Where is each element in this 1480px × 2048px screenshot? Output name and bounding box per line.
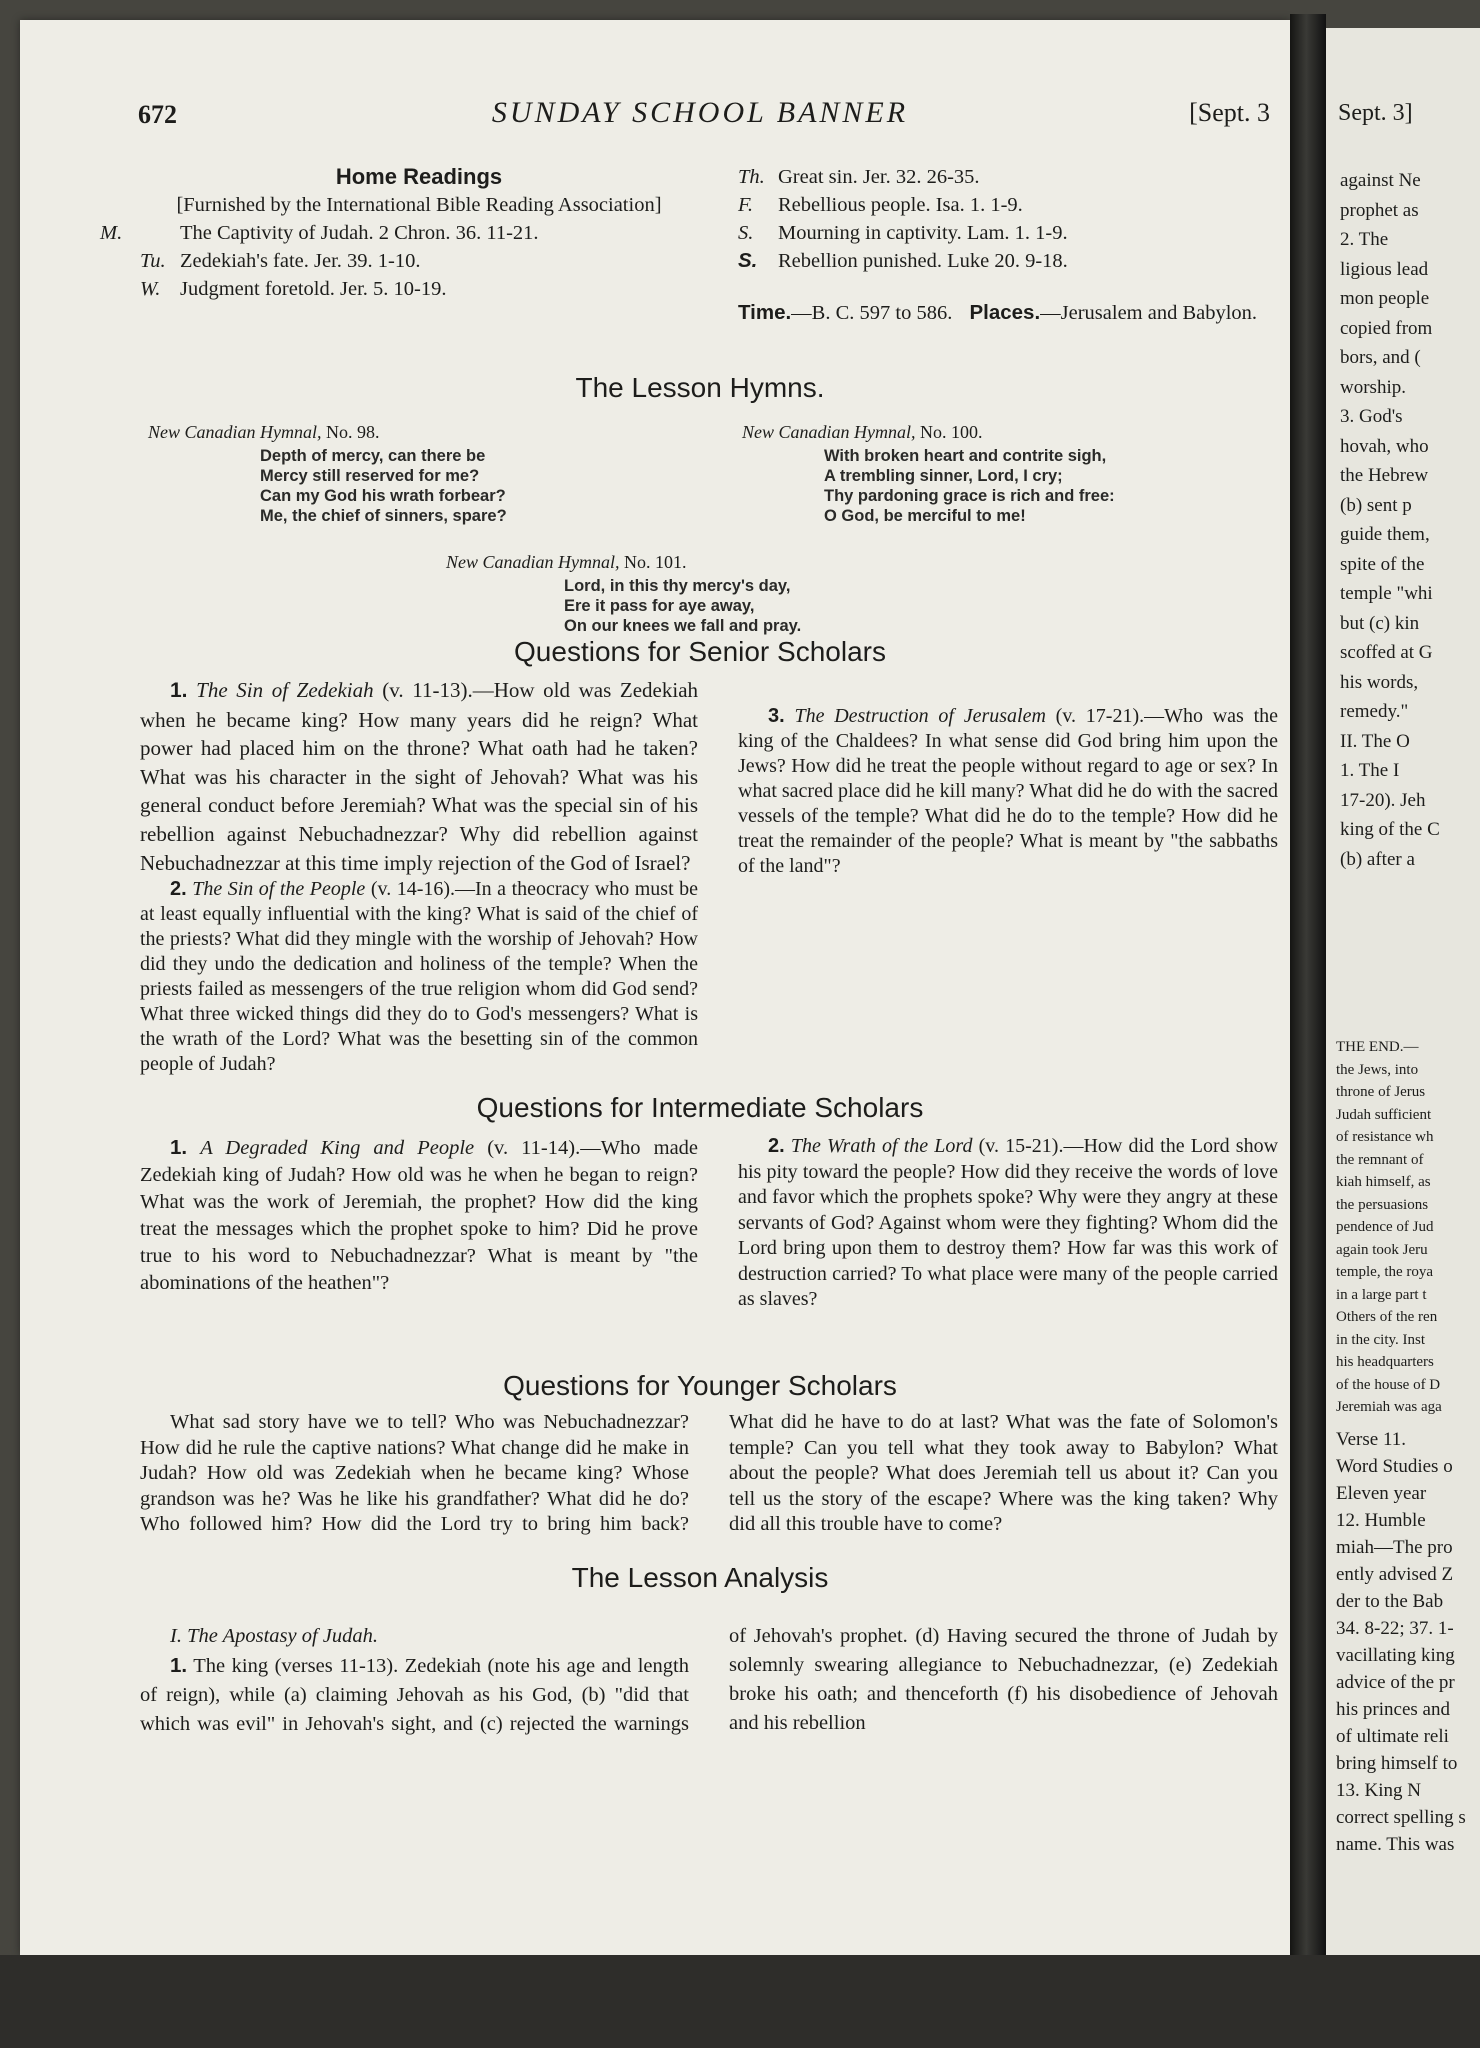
senior-right-column [738, 676, 1278, 879]
adjacent-line: miah—The pro [1336, 1537, 1453, 1558]
home-readings-title: Home Readings [335, 164, 503, 189]
book-gutter [1290, 14, 1326, 1964]
adjacent-line: vacillating king [1336, 1645, 1455, 1666]
younger-questions: What sad story have we to tell? Who was Nebuchadnezzar? How did he rule the captive nations? What change did he make in Judah? How old was Zedekiah when he became king? Whose grandson was he? Was he like his grandfather? What did he do? Who followed him? How did the Lord try to bring him back? What did he have to do at last? What was the fate of Solomon's temple? Can you tell what they took away to Babylon? What about the people? What does Jeremiah tell us about it? Can you tell us the story of the escape? Where was the king taken? Why did all this trouble have to come? [140, 1411, 1278, 1535]
adjacent-line: remedy." [1340, 701, 1409, 722]
adjacent-line: bring himself to [1336, 1753, 1458, 1774]
intermediate-section-1: 1. A Degraded King and People (v. 11-14).—Who made Zedekiah king of Judah? How old was he when he began to reign? What was the work of Jeremiah, the prophet? How did the king treat the messages which the prophet spoke to him? Did he prove true to his word to Nebuchadnezzar? What is meant by "the abominations of the heathen"? [140, 1136, 699, 1294]
adjacent-line: 17-20). Jeh [1340, 789, 1426, 811]
hymns-title: The Lesson Hymns. [575, 372, 825, 403]
adjacent-line: der to the Bab [1336, 1591, 1444, 1612]
adjacent-line: spite of the [1340, 553, 1425, 575]
intermediate-title: Questions for Intermediate Scholars [476, 1092, 924, 1123]
home-readings-credit: [Furnished by the International Bible Reading Association] [176, 194, 662, 216]
adjacent-line: temple, the roya [1336, 1264, 1434, 1280]
adjacent-line: Judah sufficient [1336, 1106, 1432, 1123]
adjacent-line: temple "whi [1340, 583, 1433, 604]
adjacent-column-top [1340, 166, 1440, 874]
senior-section-3: 3. The Destruction of Jerusalem (v. 17-21).—Who was the king of the Chaldees? In what sense did God bring him upon the Jews? How did he treat the people without regard to age or sex? In what sacred place did he kill many? What did he do with the sacred vessels of the temple? What did he do to the temple? How did he treat the remainder of the people? What is meant by "the sabbaths of the land"? [738, 705, 1279, 877]
adjacent-line: the Jews, into [1336, 1061, 1419, 1078]
adjacent-column-bottom [1336, 1426, 1466, 1858]
adjacent-line: Verse 11. [1336, 1429, 1406, 1450]
analysis-section-heading: I. The Apostasy of Judah. [170, 1625, 379, 1647]
adjacent-line: worship. [1340, 376, 1406, 398]
adjacent-line: THE END.— [1336, 1039, 1419, 1055]
adjacent-line: 12. Humble [1336, 1510, 1426, 1531]
adjacent-line: ently advised Z [1336, 1564, 1454, 1585]
adjacent-line: throne of Jerus [1336, 1084, 1426, 1100]
adjacent-line: scoffed at G [1340, 642, 1433, 663]
home-readings [100, 163, 698, 303]
adjacent-line: 2. The [1340, 229, 1389, 250]
senior-section-1: 1. The Sin of Zedekiah (v. 11-13).—How old was Zedekiah when he became king? How many years did he reign? What power had placed him on the throne? What oath had he taken? What was his character in the sight of Jehovah? What was his general conduct before Jeremiah? What was the special sin of his rebellion against Nebuchadnezzar? Why did rebellion against Nebuchadnezzar at this time imply rejection of the God of Israel? [140, 678, 699, 875]
adjacent-line: against Ne [1340, 170, 1421, 191]
adjacent-line: Others of the ren [1336, 1309, 1438, 1325]
adjacent-line: 34. 8-22; 37. 1- [1336, 1618, 1454, 1639]
adjacent-line: in the city. Inst [1336, 1331, 1426, 1348]
senior-left-column [140, 676, 698, 1077]
adjacent-line: pendence of Jud [1336, 1219, 1434, 1235]
adjacent-line: guide them, [1340, 524, 1430, 545]
adjacent-line: his princes and [1336, 1699, 1450, 1720]
adjacent-column-middle [1336, 1036, 1442, 1419]
page-header [110, 86, 1290, 132]
hymn-101: New Canadian Hymnal, No. 101. Lord, in this thy mercy's day, Ere it pass for aye away, On our knees we fall and pray. [446, 552, 802, 635]
reading-tuesday: Tu. Zedekiah's fate. Jer. 39. 1-10. [140, 250, 421, 272]
adjacent-line: the persuasions [1336, 1196, 1429, 1213]
adjacent-line: (b) sent p [1340, 494, 1412, 516]
adjacent-line: name. This was [1336, 1834, 1455, 1855]
adjacent-line: the Hebrew [1340, 465, 1429, 486]
adjacent-line: prophet as [1340, 199, 1419, 221]
adjacent-line: but (c) kin [1340, 612, 1420, 634]
adjacent-line: kiah himself, as [1336, 1174, 1431, 1190]
reading-thursday: Th. Great sin. Jer. 32. 26-35. [738, 166, 980, 188]
adjacent-line: copied from [1340, 317, 1433, 339]
senior-title: Questions for Senior Scholars [514, 636, 886, 667]
adjacent-line: ligious lead [1340, 258, 1429, 280]
adjacent-line: his headquarters [1336, 1354, 1434, 1370]
adjacent-line: 13. King N [1336, 1780, 1421, 1801]
adjacent-page [1326, 28, 1480, 1968]
adjacent-line: in a large part t [1336, 1286, 1427, 1303]
intermediate-right-column [738, 1134, 1278, 1313]
reading-sunday: S. Rebellion punished. Luke 20. 9-18. [738, 249, 1068, 272]
adjacent-line: 1. The I [1340, 760, 1400, 781]
reading-monday: M. The Captivity of Judah. 2 Chron. 36. 11-21. [100, 222, 539, 244]
running-title: SUNDAY SCHOOL BANNER [491, 96, 909, 129]
adjacent-line: Jeremiah was aga [1336, 1399, 1442, 1415]
adjacent-line: again took Jeru [1336, 1241, 1428, 1258]
adjacent-line: of ultimate reli [1336, 1726, 1449, 1747]
adjacent-line: advice of the pr [1336, 1672, 1455, 1693]
adjacent-line: his words, [1340, 671, 1419, 693]
scan-bottom-edge [0, 1955, 1480, 2048]
adjacent-line: II. The O [1340, 730, 1410, 752]
reading-wednesday: W. Judgment foretold. Jer. 5. 10-19. [140, 278, 447, 300]
adjacent-line: 3. God's [1340, 406, 1403, 427]
header-date: [Sept. 3 [1189, 98, 1270, 127]
adjacent-line: king of the C [1340, 819, 1440, 840]
adjacent-line: (b) after a [1340, 848, 1415, 870]
hymn-100: New Canadian Hymnal, No. 100. With broken heart and contrite sigh, A trembling sinner, Lord, I cry; Thy pardoning grace is rich and free: O God, be merciful to me! [742, 422, 1115, 525]
adjacent-line: of resistance wh [1336, 1129, 1434, 1145]
home-readings-continued [738, 163, 1278, 327]
intermediate-section-2: 2. The Wrath of the Lord (v. 15-21).—How did the Lord show his pity toward the people? How did they receive the words of love and favor which the prophets spoke? Why were they angry at these servants of God? Against whom were they fighting? Whom did the Lord bring upon them to destroy them? How far was this work of destruction carried? To what place were many of the people carried as slaves? [738, 1135, 1279, 1310]
adjacent-line: of the house of D [1336, 1376, 1441, 1393]
analysis-text [140, 1622, 1278, 1739]
adjacent-page-date: Sept. 3] [1338, 100, 1413, 126]
adjacent-line: correct spelling s [1336, 1807, 1466, 1828]
younger-title: Questions for Younger Scholars [503, 1370, 897, 1401]
adjacent-line: the remnant of [1336, 1151, 1424, 1168]
hymn-98: New Canadian Hymnal, No. 98. Depth of mercy, can there be Mercy still reserved for me? Can my God his wrath forbear? Me, the chief of sinners, spare? [148, 422, 507, 525]
adjacent-line: hovah, who [1340, 435, 1429, 457]
adjacent-line: mon people [1340, 288, 1430, 309]
analysis-paragraph-1: 1. The king (verses 11-13). Zedekiah (note his age and length of reign), while (a) claiming Jehovah as his God, (b) "did that which was evil" in Jehovah's sight, and (c) rejected the warnings of Jehovah's prophet. (d) Having secured the throne of Judah by solemnly swearing allegiance to Nebuchadnezzar, (e) Zedekiah broke his oath; and thenceforth (f) his disobedience of Jehovah and his rebellion [140, 1625, 1278, 1735]
senior-section-2: 2. The Sin of the People (v. 14-16).—In a theocracy who must be at least equally influential with the king? What is said of the chief of the priests? What did they mingle with the worship of Jehovah? How did they undo the dedication and holiness of the temple? When the priests failed as messengers of the true religion whom did God send? What three wicked things did they do to God's messengers? What is the wrath of the Lord? What was the besetting sin of the common people of Judah? [140, 878, 699, 1076]
page-number: 672 [138, 100, 177, 129]
time-and-places: Time.—B. C. 597 to 586. Places.—Jerusalem and Babylon. [738, 301, 1258, 324]
reading-friday: F. Rebellious people. Isa. 1. 1-9. [738, 194, 1023, 216]
reading-saturday: S. Mourning in captivity. Lam. 1. 1-9. [738, 222, 1068, 244]
analysis-title: The Lesson Analysis [571, 1562, 829, 1593]
intermediate-left-column [140, 1134, 698, 1297]
adjacent-line: bors, and ( [1340, 347, 1421, 368]
adjacent-line: Eleven year [1336, 1483, 1427, 1504]
adjacent-line: Word Studies o [1336, 1456, 1453, 1477]
